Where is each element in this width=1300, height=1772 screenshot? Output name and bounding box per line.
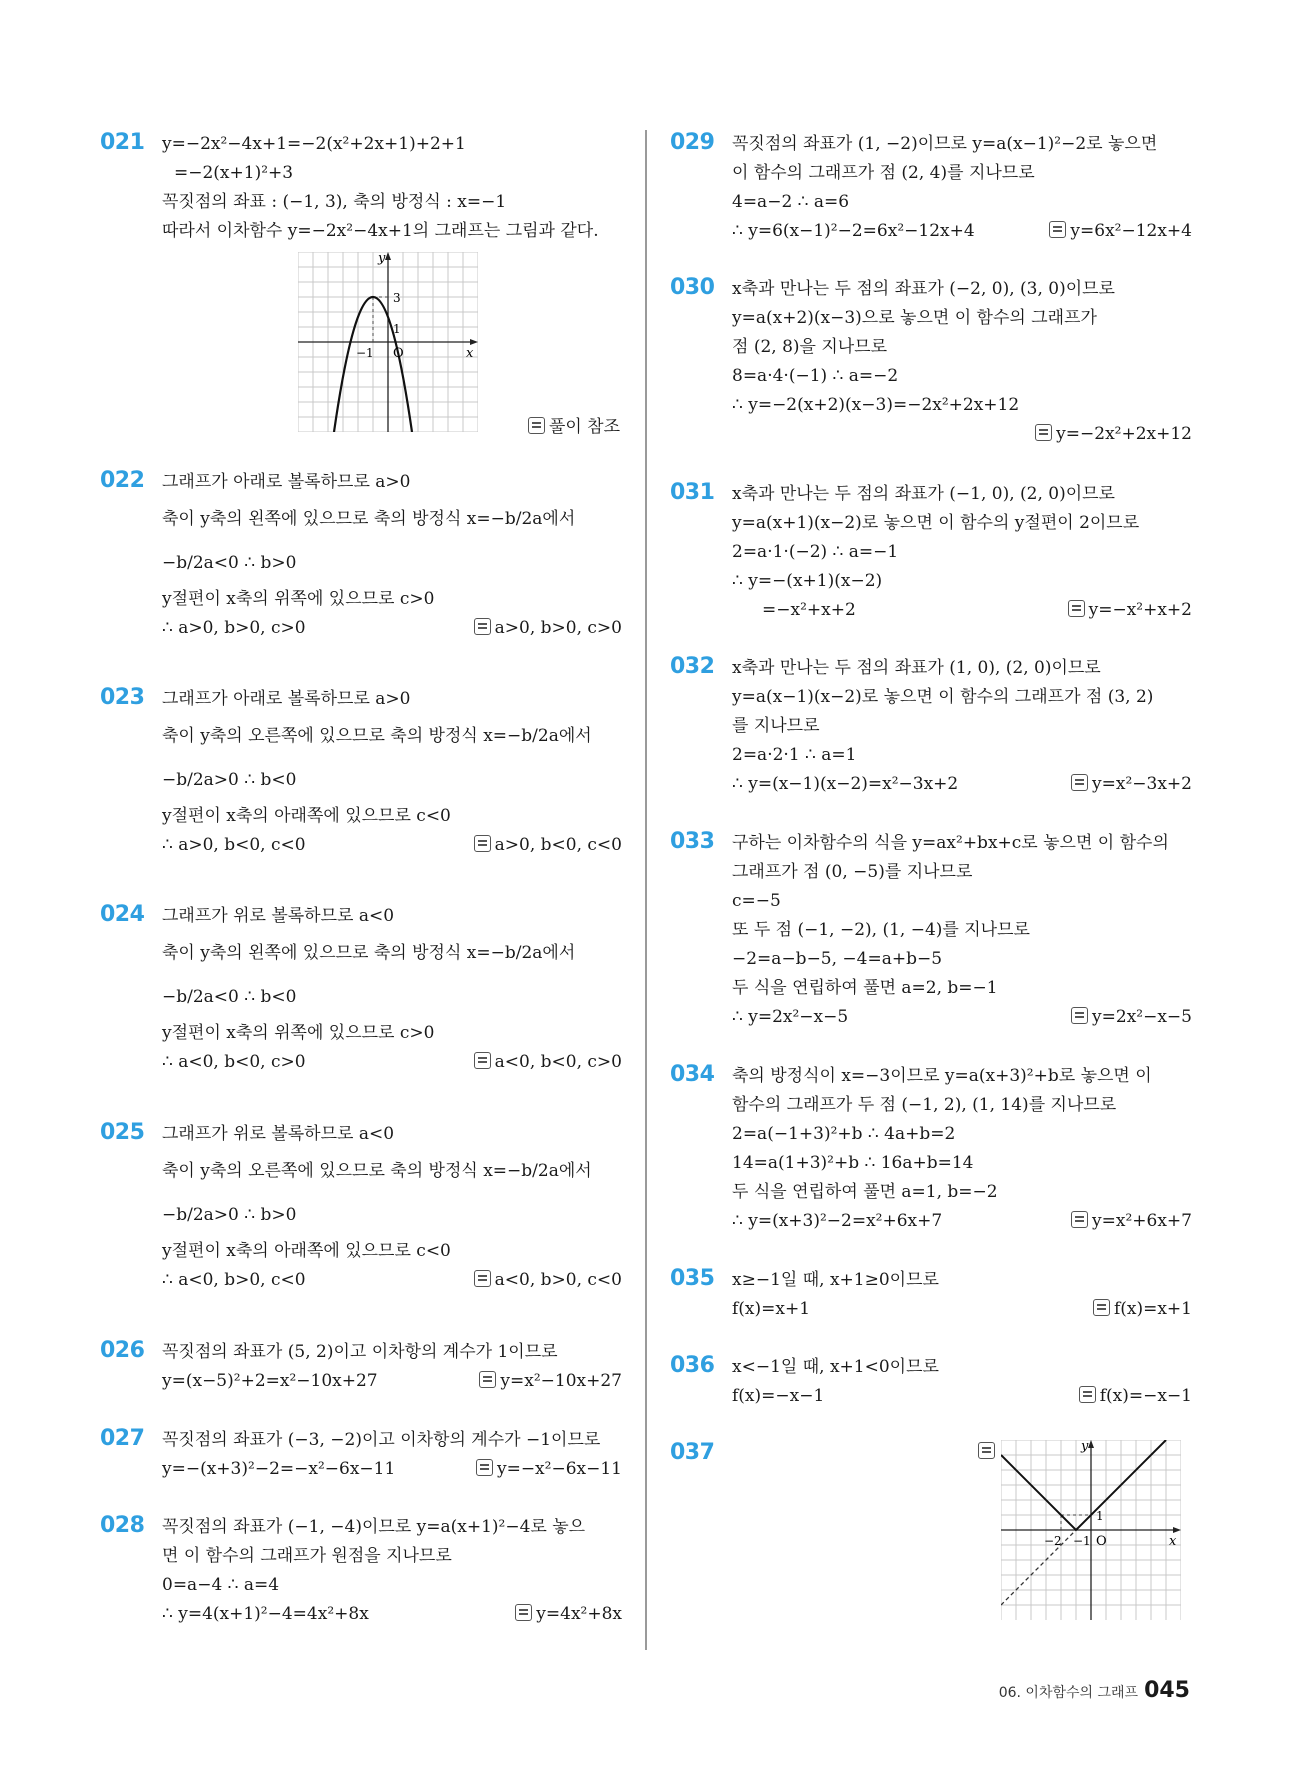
- solution-line: [162, 1455, 622, 1484]
- solution-lines: [732, 480, 1192, 625]
- answer: [474, 1048, 622, 1077]
- problem-number: 035: [670, 1266, 715, 1291]
- solution-lines: [732, 130, 1192, 246]
- solution-line: [162, 1048, 622, 1077]
- answer-box-icon: [474, 618, 491, 635]
- answer-box-icon: [474, 1270, 491, 1287]
- solution-lines: [162, 902, 622, 1077]
- answer: [1035, 420, 1192, 449]
- answer-text: a>0, b>0, c>0: [494, 618, 622, 638]
- conclusion-text: ∴ a>0, b<0, c<0: [162, 835, 306, 855]
- answer-text: f(x)=−x−1: [1099, 1386, 1192, 1406]
- x-axis-label: x: [466, 346, 474, 361]
- y-axis-label: y: [378, 252, 386, 266]
- answer-text: y=x²+6x+7: [1092, 1211, 1192, 1231]
- answer-text: 풀이 참조: [548, 417, 620, 437]
- solution-line: x축과 만나는 두 점의 좌표가 (1, 0), (2, 0)이므로: [732, 658, 1101, 678]
- solution-line: ∴ y=−2(x+2)(x−3)=−2x²+2x+12: [732, 395, 1020, 415]
- solution-lines: [732, 1266, 1192, 1324]
- answer: [1068, 596, 1192, 625]
- solution-line: [162, 831, 622, 860]
- answer: [1049, 217, 1192, 246]
- solution-line: −b/2a>0 ∴ b>0: [162, 1205, 297, 1225]
- solution-line: [732, 596, 1192, 625]
- origin-label: O: [393, 346, 404, 361]
- solution-line: y=−2x²−4x+1=−2(x²+2x+1)+2+1: [162, 134, 466, 154]
- solution-line: 2=a·2·1 ∴ a=1: [732, 745, 857, 765]
- conclusion-text: y=−(x+3)²−2=−x²−6x−11: [162, 1459, 396, 1479]
- problem-number: 026: [100, 1338, 145, 1363]
- tick-label: −1: [356, 346, 374, 360]
- conclusion-text: f(x)=x+1: [732, 1299, 811, 1319]
- conclusion-text: ∴ y=2x²−x−5: [732, 1007, 849, 1027]
- answer-line: [528, 413, 620, 442]
- solution-lines: [162, 468, 622, 643]
- answer-box-icon: [978, 1442, 995, 1459]
- problem-number: 037: [670, 1440, 715, 1465]
- solution-line: 그래프가 아래로 볼록하므로 a>0: [162, 689, 411, 709]
- solution-lines: [732, 829, 1192, 1032]
- solution-line: [732, 217, 1192, 246]
- origin-label: O: [1096, 1534, 1107, 1549]
- solution-line: 두 식을 연립하여 풀면 a=1, b=−2: [732, 1182, 998, 1202]
- solution-line: 꼭짓점의 좌표가 (−1, −4)이므로 y=a(x+1)²−4로 놓으: [162, 1517, 586, 1537]
- parabola-svg: [298, 252, 478, 432]
- answer-box-icon: [528, 417, 545, 434]
- solution-line: −b/2a<0 ∴ b<0: [162, 987, 297, 1007]
- solution-line: x≥−1일 때, x+1≥0이므로: [732, 1270, 939, 1290]
- answer: [1071, 770, 1192, 799]
- problem-number: 030: [670, 275, 715, 300]
- abs-value-graph: [1001, 1440, 1181, 1624]
- page-footer: [999, 1678, 1190, 1703]
- solution-line: 그래프가 위로 볼록하므로 a<0: [162, 1124, 395, 1144]
- answer-text: y=−2x²+2x+12: [1056, 424, 1192, 444]
- solution-line: 이 함수의 그래프가 점 (2, 4)를 지나므로: [732, 163, 1035, 183]
- solution-line: 면 이 함수의 그래프가 원점을 지나므로: [162, 1546, 452, 1566]
- solution-line: y=a(x+2)(x−3)으로 놓으면 이 함수의 그래프가: [732, 308, 1097, 328]
- solution-line: y=a(x−1)(x−2)로 놓으면 이 함수의 그래프가 점 (3, 2): [732, 687, 1154, 707]
- conclusion-text: ∴ y=(x+3)²−2=x²+6x+7: [732, 1211, 943, 1231]
- answer-box-icon: [476, 1459, 493, 1476]
- solution-line: 14=a(1+3)²+b ∴ 16a+b=14: [732, 1153, 974, 1173]
- answer: [479, 1367, 622, 1396]
- x-axis-label: x: [1169, 1534, 1177, 1549]
- answer: [1071, 1003, 1192, 1032]
- answer-box-icon: [1071, 1211, 1088, 1228]
- answer: [476, 1455, 622, 1484]
- conclusion-text: ∴ a<0, b>0, c<0: [162, 1270, 306, 1290]
- solution-lines: [162, 685, 622, 860]
- solution-line: 0=a−4 ∴ a=4: [162, 1575, 280, 1595]
- solution-line: 축의 방정식이 x=−3이므로 y=a(x+3)²+b로 놓으면 이: [732, 1066, 1152, 1086]
- solution-line: −b/2a<0 ∴ b>0: [162, 553, 297, 573]
- solution-line: [162, 614, 622, 643]
- answer-text: y=−x²−6x−11: [496, 1459, 622, 1479]
- conclusion-text: ∴ y=(x−1)(x−2)=x²−3x+2: [732, 774, 959, 794]
- solution-line: 2=a(−1+3)²+b ∴ 4a+b=2: [732, 1124, 956, 1144]
- solution-lines: [162, 1426, 622, 1484]
- dashed-line-y-x-plus-1: [1001, 1530, 1076, 1605]
- solution-line: [162, 1600, 622, 1629]
- problem-number: 033: [670, 829, 715, 854]
- answer-box-icon: [1071, 1007, 1088, 1024]
- problem-number: 024: [100, 902, 145, 927]
- answer-box-icon: [479, 1371, 496, 1388]
- answer-box-icon: [515, 1604, 532, 1621]
- solution-lines: [162, 1513, 622, 1629]
- solution-line: 2=a·1·(−2) ∴ a=−1: [732, 542, 899, 562]
- answer-box-icon: [1071, 774, 1088, 791]
- solution-line: =−2(x+1)²+3: [174, 163, 294, 183]
- solution-line: [732, 1382, 1192, 1411]
- problem-number: 034: [670, 1062, 715, 1087]
- solution-line: 따라서 이차함수 y=−2x²−4x+1의 그래프는 그림과 같다.: [162, 221, 599, 241]
- solution-lines: [162, 1338, 622, 1396]
- answer: [515, 1600, 622, 1629]
- answer-text: y=x²−10x+27: [500, 1371, 622, 1391]
- answer: [1079, 1382, 1192, 1411]
- parabola-graph: [298, 252, 478, 436]
- solution-lines: [732, 654, 1192, 799]
- problem-number: 031: [670, 480, 715, 505]
- answer: [474, 1266, 622, 1295]
- solution-line: 구하는 이차함수의 식을 y=ax²+bx+c로 놓으면 이 함수의: [732, 833, 1169, 853]
- solution-line: c=−5: [732, 891, 781, 911]
- conclusion-text: ∴ y=4(x+1)²−4=4x²+8x: [162, 1604, 369, 1624]
- problem-number: 029: [670, 130, 715, 155]
- page-number: 045: [1144, 1678, 1190, 1703]
- answer-box-icon: [1049, 221, 1066, 238]
- answer: [474, 614, 622, 643]
- solution-line: −2=a−b−5, −4=a+b−5: [732, 949, 943, 969]
- solution-line: x<−1일 때, x+1<0이므로: [732, 1357, 939, 1377]
- solution-line: 점 (2, 8)을 지나므로: [732, 337, 888, 357]
- solution-line: 꼭짓점의 좌표가 (1, −2)이므로 y=a(x−1)²−2로 놓으면: [732, 134, 1158, 154]
- solution-line: [732, 1295, 1192, 1324]
- problem-number: 023: [100, 685, 145, 710]
- answer-box-icon: [1035, 424, 1052, 441]
- answer-box-icon: [1068, 600, 1085, 617]
- answer-text: y=2x²−x−5: [1092, 1007, 1192, 1027]
- solution-line: y절편이 x축의 아래쪽에 있으므로 c<0: [162, 806, 451, 826]
- answer-text: a<0, b<0, c>0: [494, 1052, 622, 1072]
- problem-number: 028: [100, 1513, 145, 1538]
- solution-line: 그래프가 아래로 볼록하므로 a>0: [162, 472, 411, 492]
- answer-text: y=x²−3x+2: [1092, 774, 1192, 794]
- answer-text: a<0, b>0, c<0: [494, 1270, 622, 1290]
- solution-line: 축이 y축의 왼쪽에 있으므로 축의 방정식 x=−b/2a에서: [162, 509, 576, 529]
- solution-lines: [162, 130, 622, 246]
- conclusion-text: f(x)=−x−1: [732, 1386, 825, 1406]
- tick-label: 1: [393, 322, 401, 336]
- y-axis-label: y: [1081, 1440, 1089, 1454]
- solution-line: 축이 y축의 왼쪽에 있으므로 축의 방정식 x=−b/2a에서: [162, 943, 576, 963]
- solution-line: [732, 420, 1192, 449]
- conclusion-text: y=(x−5)²+2=x²−10x+27: [162, 1371, 378, 1391]
- solution-line: y절편이 x축의 위쪽에 있으므로 c>0: [162, 1023, 435, 1043]
- solution-line: 축이 y축의 오른쪽에 있으므로 축의 방정식 x=−b/2a에서: [162, 726, 592, 746]
- solution-line: 8=a·4·(−1) ∴ a=−2: [732, 366, 899, 386]
- problem-number: 021: [100, 130, 145, 155]
- solution-line: 축이 y축의 오른쪽에 있으므로 축의 방정식 x=−b/2a에서: [162, 1161, 592, 1181]
- solution-line: 꼭짓점의 좌표가 (−3, −2)이고 이차항의 계수가 −1이므로: [162, 1430, 601, 1450]
- solution-line: [162, 1266, 622, 1295]
- tick-label: 1: [1096, 1509, 1104, 1523]
- problem-number: 027: [100, 1426, 145, 1451]
- solution-lines: [732, 1062, 1192, 1236]
- solution-lines: [732, 275, 1192, 449]
- answer-text: y=−x²+x+2: [1088, 600, 1192, 620]
- answer-text: f(x)=x+1: [1113, 1299, 1192, 1319]
- solution-line: 꼭짓점의 좌표 : (−1, 3), 축의 방정식 : x=−1: [162, 192, 507, 212]
- solution-line: 그래프가 위로 볼록하므로 a<0: [162, 906, 395, 926]
- solution-line: [732, 1003, 1192, 1032]
- abs-graph-svg: [1001, 1440, 1181, 1620]
- solution-line: ∴ y=−(x+1)(x−2): [732, 571, 883, 591]
- answer-box-icon: [1079, 1386, 1096, 1403]
- solution-line: 함수의 그래프가 두 점 (−1, 2), (1, 14)를 지나므로: [732, 1095, 1117, 1115]
- conclusion-text: ∴ a>0, b>0, c>0: [162, 618, 306, 638]
- conclusion-text: ∴ y=6(x−1)²−2=6x²−12x+4: [732, 221, 975, 241]
- column-divider: [645, 130, 647, 1650]
- solution-lines: [162, 1120, 622, 1295]
- answer-text: a>0, b<0, c<0: [494, 835, 622, 855]
- conclusion-text: =−x²+x+2: [762, 600, 856, 620]
- solution-line: 그래프가 점 (0, −5)를 지나므로: [732, 862, 973, 882]
- solution-line: 를 지나므로: [732, 716, 820, 736]
- solution-line: [162, 1367, 622, 1396]
- tick-label: 3: [393, 291, 401, 305]
- tick-label: −1: [1073, 1534, 1091, 1548]
- solution-line: x축과 만나는 두 점의 좌표가 (−2, 0), (3, 0)이므로: [732, 279, 1115, 299]
- solution-line: −b/2a>0 ∴ b<0: [162, 770, 297, 790]
- solution-line: 두 식을 연립하여 풀면 a=2, b=−1: [732, 978, 998, 998]
- problem-number: 036: [670, 1353, 715, 1378]
- problem-number: 022: [100, 468, 145, 493]
- tick-label: −2: [1044, 1534, 1062, 1548]
- solution-line: [732, 770, 1192, 799]
- solution-line: x축과 만나는 두 점의 좌표가 (−1, 0), (2, 0)이므로: [732, 484, 1115, 504]
- problem-number: 032: [670, 654, 715, 679]
- answer-text: y=4x²+8x: [536, 1604, 622, 1624]
- solution-line: 꼭짓점의 좌표가 (5, 2)이고 이차항의 계수가 1이므로: [162, 1342, 558, 1362]
- answer: [1093, 1295, 1192, 1324]
- solution-line: y절편이 x축의 위쪽에 있으므로 c>0: [162, 589, 435, 609]
- solution-line: 또 두 점 (−1, −2), (1, −4)를 지나므로: [732, 920, 1030, 940]
- solution-line: y=a(x+1)(x−2)로 놓으면 이 함수의 y절편이 2이므로: [732, 513, 1140, 533]
- answer: [1071, 1207, 1192, 1236]
- solution-line: y절편이 x축의 아래쪽에 있으므로 c<0: [162, 1241, 451, 1261]
- solution-lines: [732, 1353, 1192, 1411]
- answer-text: y=6x²−12x+4: [1070, 221, 1192, 241]
- solution-line: [732, 1207, 1192, 1236]
- answer: [474, 831, 622, 860]
- answer-box-icon: [1093, 1299, 1110, 1316]
- answer-box-icon: [474, 835, 491, 852]
- conclusion-text: ∴ a<0, b<0, c>0: [162, 1052, 306, 1072]
- solution-line: 4=a−2 ∴ a=6: [732, 192, 850, 212]
- problem-number: 025: [100, 1120, 145, 1145]
- answer-box-icon: [474, 1052, 491, 1069]
- chapter-title: 06. 이차함수의 그래프: [998, 1685, 1139, 1701]
